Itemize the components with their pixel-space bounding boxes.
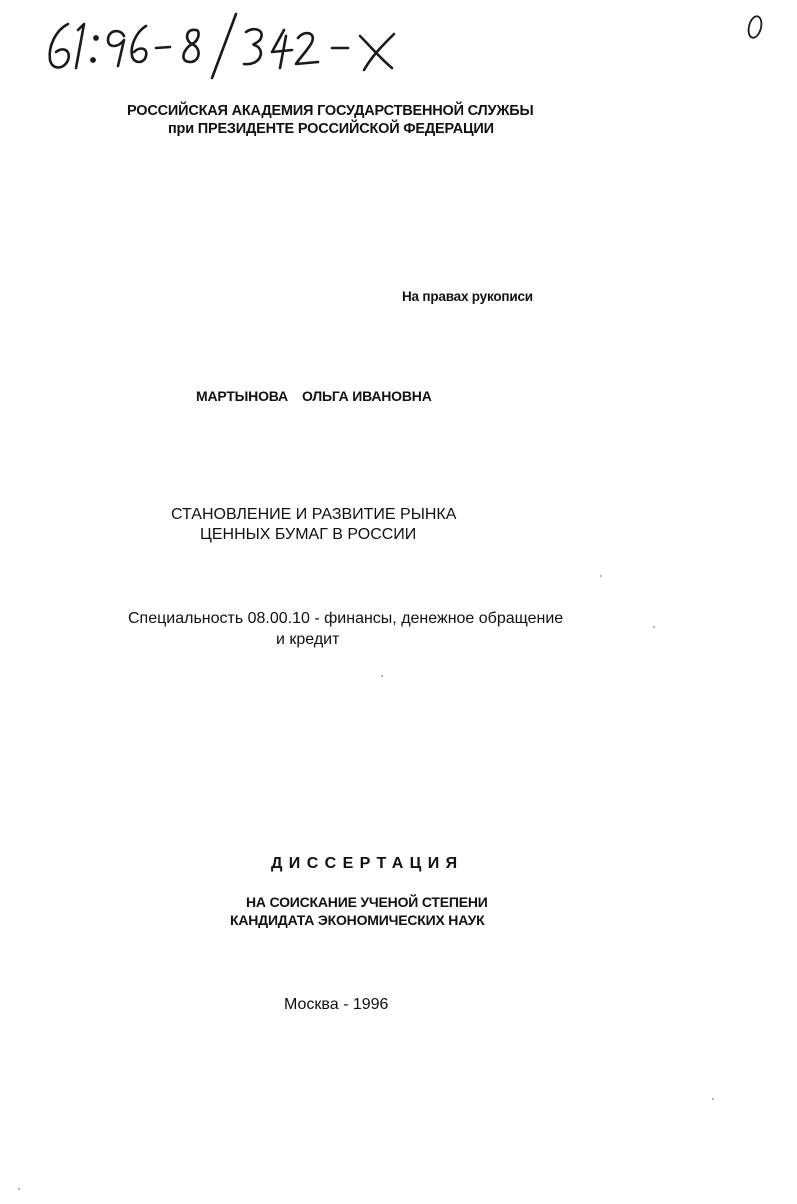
specialty-line-2: и кредит	[276, 631, 340, 648]
document-type-heading: ДИССЕРТАЦИЯ	[271, 855, 464, 872]
scan-speck	[18, 1188, 20, 1190]
dissertation-title-line-1: СТАНОВЛЕНИЕ И РАЗВИТИЕ РЫНКА	[171, 506, 457, 523]
scan-speck	[712, 1098, 714, 1100]
scan-speck	[381, 675, 383, 677]
dissertation-title-line-2: ЦЕННЫХ БУМАГ В РОССИИ	[200, 526, 417, 543]
scan-speck	[653, 626, 655, 628]
degree-line-2: КАНДИДАТА ЭКОНОМИЧЕСКИХ НАУК	[230, 912, 485, 928]
rights-note: На правах рукописи	[402, 289, 533, 304]
degree-line-1: НА СОИСКАНИЕ УЧЕНОЙ СТЕПЕНИ	[246, 894, 488, 910]
organization-line-1: РОССИЙСКАЯ АКАДЕМИЯ ГОСУДАРСТВЕННОЙ СЛУЖБЫ	[127, 103, 534, 119]
author-given-names: ОЛЬГА ИВАНОВНА	[302, 388, 432, 404]
organization-line-2: при ПРЕЗИДЕНТЕ РОССИЙСКОЙ ФЕДЕРАЦИИ	[168, 121, 494, 137]
handwritten-corner-mark	[742, 12, 768, 42]
handwritten-catalog-number	[40, 10, 440, 80]
scan-speck	[600, 575, 602, 577]
place-and-year: Москва - 1996	[284, 996, 389, 1013]
author-surname: МАРТЫНОВА	[196, 388, 288, 404]
specialty-line-1: Специальность 08.00.10 - финансы, денежное обращение	[128, 610, 564, 627]
